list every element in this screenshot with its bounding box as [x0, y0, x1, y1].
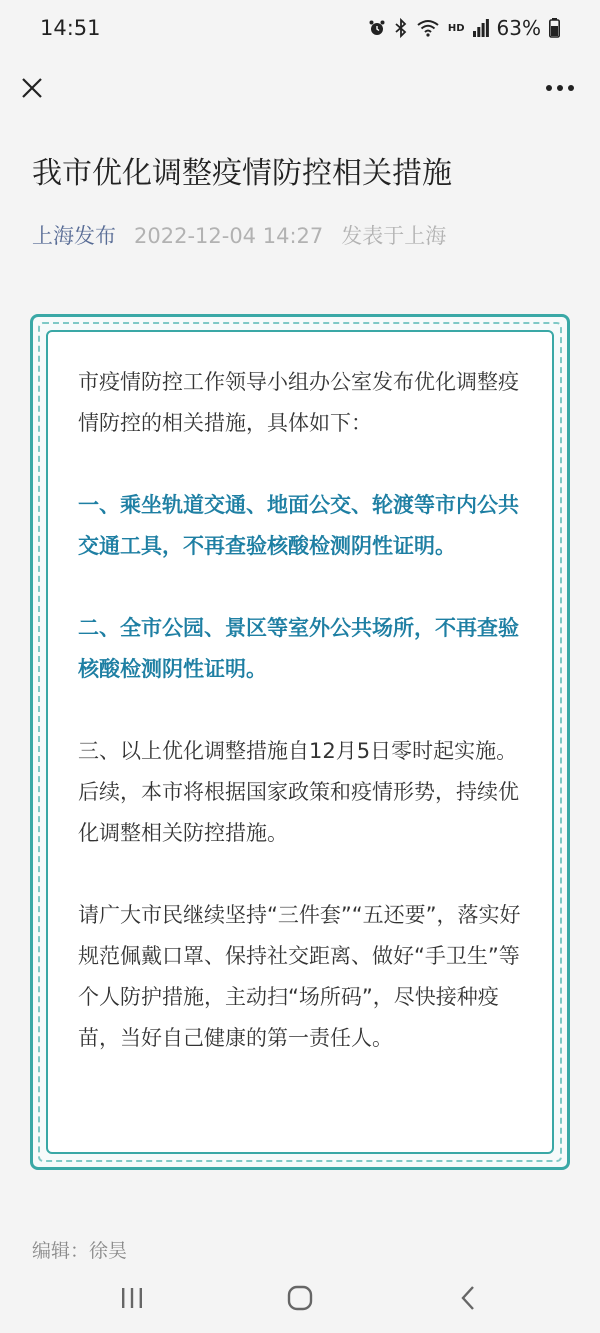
back-icon: [458, 1284, 478, 1312]
paragraph-measure-3: 三、以上优化调整措施自12月5日零时起实施。后续，本市将根据国家政策和疫情形势，持续优化调整相关防控措施。: [78, 739, 519, 845]
paragraph-appeal: 请广大市民继续坚持“三件套”“五还要”，落实好规范佩戴口罩、保持社交距离、做好“手卫生”等个人防护措施，主动扫“场所码”，尽快接种疫苗，当好自己健康的第一责任人。: [78, 903, 521, 1050]
close-button[interactable]: [14, 70, 50, 106]
publish-location: 发表于上海: [341, 224, 447, 248]
close-icon: [20, 76, 44, 100]
status-bar: [0, 0, 600, 58]
home-icon: [286, 1284, 314, 1312]
bluetooth-icon: [394, 18, 408, 38]
article-meta: [32, 220, 446, 252]
signal-icon: [473, 19, 489, 37]
article-title: 我市优化调整疫情防控相关措施: [32, 156, 452, 191]
paragraph-measure-2: 二、全市公园、景区等室外公共场所，不再查验核酸检测阴性证明。: [78, 616, 519, 681]
alarm-icon: [368, 19, 386, 37]
back-button[interactable]: [446, 1280, 490, 1316]
wifi-icon: [416, 18, 440, 38]
battery-percent: 63%: [496, 16, 541, 40]
publish-datetime: 2022-12-04 14:27: [134, 224, 324, 248]
status-icons: [368, 16, 560, 40]
paragraph-measure-1: 一、乘坐轨道交通、地面公交、轮渡等市内公共交通工具，不再查验核酸检测阴性证明。: [78, 493, 519, 558]
more-icon: [545, 84, 575, 92]
more-button[interactable]: [540, 70, 580, 106]
top-nav-bar: [0, 58, 600, 118]
status-time: 14:51: [40, 16, 101, 40]
account-name-link[interactable]: 上海发布: [32, 224, 116, 248]
footer-editor-text: 编辑：徐昊: [32, 1240, 128, 1262]
system-nav-bar: [0, 1262, 600, 1333]
hd-label: HD: [447, 22, 465, 34]
content-frame: [30, 314, 570, 1170]
recents-button[interactable]: [110, 1280, 154, 1316]
home-button[interactable]: [278, 1280, 322, 1316]
content-body: [46, 330, 554, 1154]
battery-icon: [549, 18, 560, 38]
paragraph-intro: 市疫情防控工作领导小组办公室发布优化调整疫情防控的相关措施，具体如下：: [78, 370, 519, 435]
recents-icon: [120, 1286, 144, 1310]
